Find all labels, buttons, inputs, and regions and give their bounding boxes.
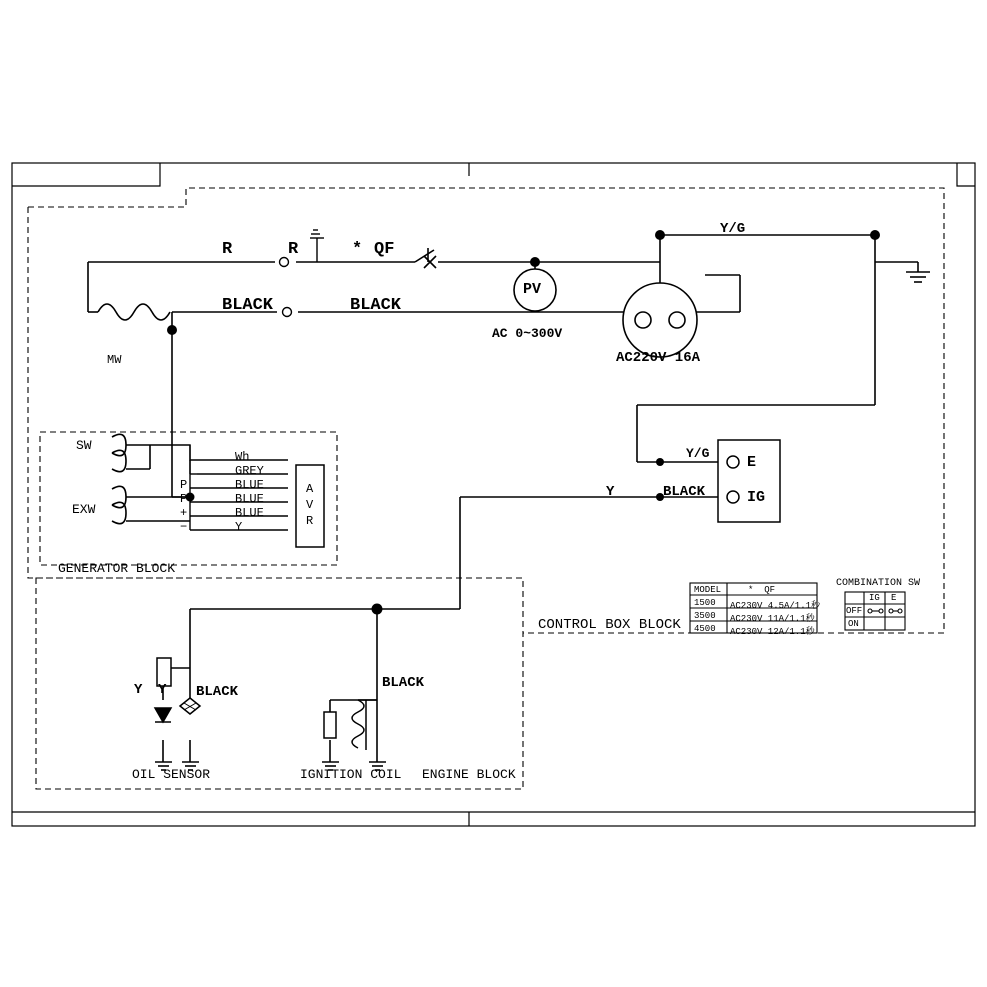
combination-sw-row-on: ON bbox=[848, 619, 859, 629]
label-oil-sensor: OIL SENSOR bbox=[132, 767, 211, 782]
model-table-r2c1: AC230V 12A/1.1秒 bbox=[730, 627, 815, 637]
avr-letter-v: V bbox=[306, 498, 314, 512]
avr-wire-color-3: BLUE bbox=[235, 492, 264, 506]
combination-sw-title: COMBINATION SW bbox=[836, 578, 921, 589]
avr-wire-color-5: Y bbox=[235, 520, 243, 534]
label-engine-block: ENGINE BLOCK bbox=[422, 767, 516, 782]
label-pv: PV bbox=[523, 281, 542, 298]
label-sw: SW bbox=[76, 438, 92, 453]
avr-wire-pin-4: + bbox=[180, 506, 188, 520]
label-y-mid: Y bbox=[606, 484, 615, 500]
label-r-right: R bbox=[288, 240, 299, 259]
avr-wire-pin-3: P bbox=[180, 492, 188, 506]
model-table-r1c0: 3500 bbox=[694, 611, 716, 621]
label-qf: QF bbox=[374, 240, 395, 259]
model-table-r2c0: 4500 bbox=[694, 624, 716, 634]
label-control-box-block: CONTROL BOX BLOCK bbox=[538, 617, 681, 633]
model-table-r0c0: 1500 bbox=[694, 598, 716, 608]
avr-wire-color-2: BLUE bbox=[235, 478, 264, 492]
ignition-switch-box bbox=[718, 440, 780, 522]
ac-socket bbox=[623, 283, 697, 357]
avr-wire-pin-5: − bbox=[180, 520, 188, 534]
label-ac-range: AC 0~300V bbox=[492, 326, 563, 341]
model-table-header-0: MODEL bbox=[694, 585, 722, 595]
label-yg-switch: Y/G bbox=[686, 446, 710, 461]
model-table-r0c1: AC230V 4.5A/1.1秒 bbox=[730, 601, 821, 611]
avr-wire-color-4: BLUE bbox=[235, 506, 264, 520]
label-exw: EXW bbox=[72, 502, 96, 517]
label-r-left: R bbox=[222, 240, 233, 259]
model-table-r1c1: AC230V 11A/1.1秒 bbox=[730, 614, 815, 624]
avr-wire-color-0: Wh bbox=[235, 450, 250, 464]
label-ignition-coil: IGNITION COIL bbox=[300, 767, 402, 782]
avr-wire-pin-2: P bbox=[180, 478, 188, 492]
label-generator-block: GENERATOR BLOCK bbox=[58, 561, 176, 576]
label-black-right: BLACK bbox=[350, 296, 402, 315]
label-ig: IG bbox=[747, 489, 766, 506]
combination-sw-header-ig: IG bbox=[869, 593, 880, 603]
avr-letter-r: R bbox=[306, 514, 314, 528]
label-black-oil: BLACK bbox=[196, 684, 239, 700]
avr-letter-a: A bbox=[306, 482, 314, 496]
label-socket: AC220V 16A bbox=[616, 350, 701, 366]
label-qf-star: * bbox=[352, 240, 363, 259]
label-yg-top: Y/G bbox=[720, 221, 746, 237]
model-table-header-1: * QF bbox=[748, 585, 776, 595]
combination-sw-row-off: OFF bbox=[846, 606, 863, 616]
label-black-mid: BLACK bbox=[663, 484, 706, 500]
combination-sw-header-e: E bbox=[891, 593, 897, 603]
label-black-left: BLACK bbox=[222, 296, 274, 315]
label-e: E bbox=[747, 454, 757, 471]
label-y-oil-2: Y bbox=[158, 682, 167, 698]
label-mw: MW bbox=[107, 353, 122, 367]
avr-wire-color-1: GREY bbox=[235, 464, 264, 478]
label-y-oil-1: Y bbox=[134, 682, 143, 698]
label-black-coil: BLACK bbox=[382, 675, 425, 691]
